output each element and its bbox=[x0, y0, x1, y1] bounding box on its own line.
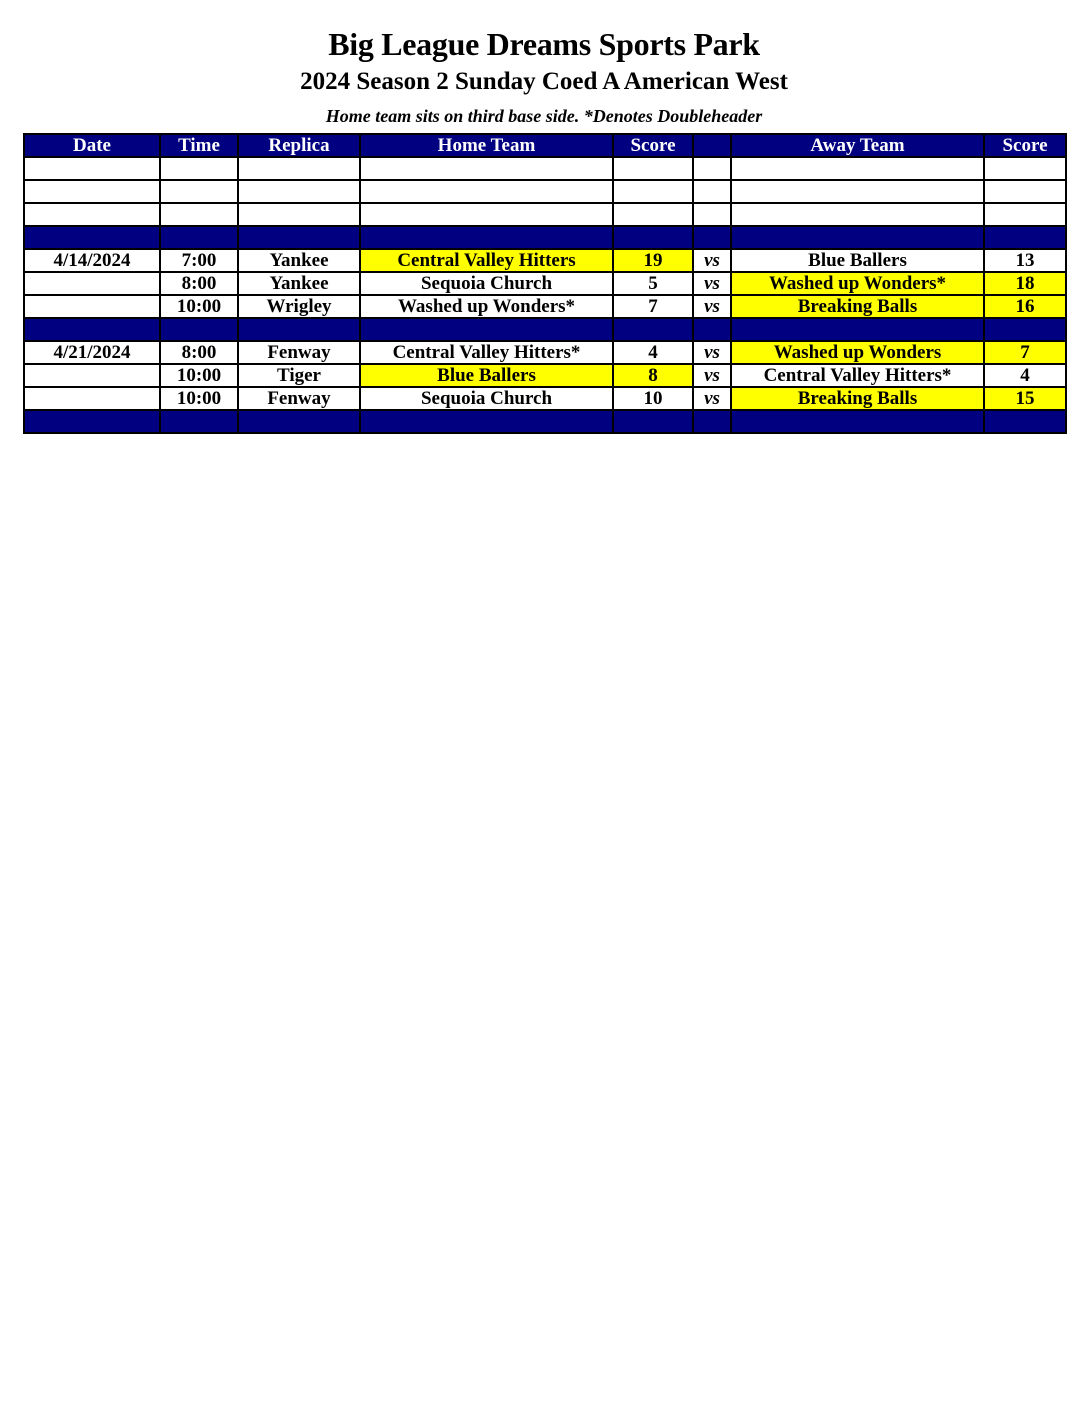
home-team: Sequoia Church bbox=[360, 387, 613, 410]
game-row bbox=[24, 272, 1066, 295]
home-team: Washed up Wonders* bbox=[360, 295, 613, 318]
game-row bbox=[24, 249, 1066, 272]
away-team: Washed up Wonders* bbox=[731, 272, 984, 295]
away-team: Blue Ballers bbox=[731, 249, 984, 272]
away-score: 15 bbox=[984, 387, 1066, 410]
game-row bbox=[24, 341, 1066, 364]
away-score: 18 bbox=[984, 272, 1066, 295]
game-time: 10:00 bbox=[160, 364, 238, 387]
empty-row bbox=[24, 203, 1066, 226]
game-replica: Fenway bbox=[238, 387, 360, 410]
col-header-home-team: Home Team bbox=[360, 134, 613, 157]
game-replica: Tiger bbox=[238, 364, 360, 387]
col-header-replica: Replica bbox=[238, 134, 360, 157]
away-score: 7 bbox=[984, 341, 1066, 364]
col-header-home-score: Score bbox=[613, 134, 693, 157]
home-score: 5 bbox=[613, 272, 693, 295]
col-header-time: Time bbox=[160, 134, 238, 157]
away-team: Washed up Wonders bbox=[731, 341, 984, 364]
schedule-table bbox=[23, 133, 1067, 434]
empty-row bbox=[24, 157, 1066, 180]
away-score: 13 bbox=[984, 249, 1066, 272]
away-score: 16 bbox=[984, 295, 1066, 318]
home-score: 7 bbox=[613, 295, 693, 318]
col-header-date: Date bbox=[24, 134, 160, 157]
game-date bbox=[24, 272, 160, 295]
vs-label: vs bbox=[693, 295, 731, 318]
game-replica: Fenway bbox=[238, 341, 360, 364]
home-team: Sequoia Church bbox=[360, 272, 613, 295]
col-header-away-score: Score bbox=[984, 134, 1066, 157]
game-date bbox=[24, 387, 160, 410]
separator-row bbox=[24, 410, 1066, 433]
game-time: 8:00 bbox=[160, 341, 238, 364]
away-score: 4 bbox=[984, 364, 1066, 387]
table-header-row bbox=[24, 134, 1066, 157]
vs-label: vs bbox=[693, 364, 731, 387]
home-team: Blue Ballers bbox=[360, 364, 613, 387]
page-title: Big League Dreams Sports Park bbox=[328, 26, 760, 62]
game-time: 10:00 bbox=[160, 387, 238, 410]
game-row bbox=[24, 364, 1066, 387]
game-date: 4/14/2024 bbox=[24, 249, 160, 272]
home-team: Central Valley Hitters* bbox=[360, 341, 613, 364]
vs-label: vs bbox=[693, 272, 731, 295]
game-row bbox=[24, 295, 1066, 318]
col-header-away-team: Away Team bbox=[731, 134, 984, 157]
home-score: 10 bbox=[613, 387, 693, 410]
away-team: Breaking Balls bbox=[731, 295, 984, 318]
game-time: 10:00 bbox=[160, 295, 238, 318]
game-time: 8:00 bbox=[160, 272, 238, 295]
vs-label: vs bbox=[693, 387, 731, 410]
game-replica: Yankee bbox=[238, 249, 360, 272]
vs-label: vs bbox=[693, 249, 731, 272]
game-date bbox=[24, 364, 160, 387]
game-row bbox=[24, 387, 1066, 410]
game-date: 4/21/2024 bbox=[24, 341, 160, 364]
empty-row bbox=[24, 180, 1066, 203]
col-header-vs bbox=[693, 134, 731, 157]
away-team: Breaking Balls bbox=[731, 387, 984, 410]
home-score: 8 bbox=[613, 364, 693, 387]
home-score: 4 bbox=[613, 341, 693, 364]
away-team: Central Valley Hitters* bbox=[731, 364, 984, 387]
vs-label: vs bbox=[693, 341, 731, 364]
home-team: Central Valley Hitters bbox=[360, 249, 613, 272]
separator-row bbox=[24, 318, 1066, 341]
home-score: 19 bbox=[613, 249, 693, 272]
game-date bbox=[24, 295, 160, 318]
game-time: 7:00 bbox=[160, 249, 238, 272]
game-replica: Yankee bbox=[238, 272, 360, 295]
page-subtitle: 2024 Season 2 Sunday Coed A American West bbox=[300, 68, 788, 95]
game-replica: Wrigley bbox=[238, 295, 360, 318]
separator-row bbox=[24, 226, 1066, 249]
schedule-note: Home team sits on third base side. *Denotes Doubleheader bbox=[325, 106, 763, 126]
